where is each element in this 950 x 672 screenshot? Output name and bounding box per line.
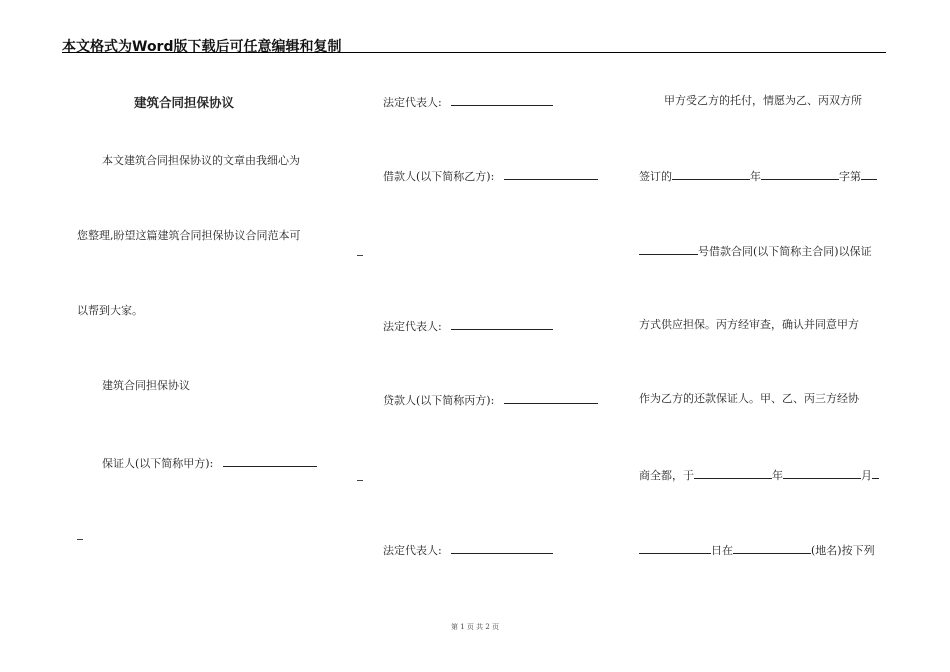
header-divider <box>62 52 886 53</box>
blank-field <box>639 243 698 255</box>
legal-rep-label-3: 法定代表人: <box>383 544 442 557</box>
text-fragment: 号借款合同(以下简称主合同)以保证 <box>698 245 872 258</box>
intro-line-2: 您整理,盼望这篇建筑合同担保协议合同范本可 <box>77 229 301 242</box>
blank-field <box>861 168 877 180</box>
body-line-2 <box>639 168 877 183</box>
lender-blank <box>504 392 598 404</box>
body-line-3 <box>639 243 872 258</box>
text-fragment: 年 <box>750 170 761 183</box>
body-line-4: 方式供应担保。丙方经审查，确认并同意甲方 <box>639 318 859 331</box>
dash-mark <box>77 539 83 540</box>
text-fragment: 年 <box>772 469 783 482</box>
blank-field <box>783 467 861 479</box>
blank-field <box>639 542 711 554</box>
subheading: 建筑合同担保协议 <box>102 379 190 392</box>
text-fragment: (地名)按下列 <box>811 544 875 557</box>
dash-mark <box>357 255 363 256</box>
body-line-6 <box>639 467 879 482</box>
text-fragment: 字第 <box>839 170 861 183</box>
lender-line <box>383 392 598 407</box>
page-number: 第 1 页 共 2 页 <box>450 623 500 631</box>
body-line-1: 甲方受乙方的托付，情愿为乙、丙双方所 <box>664 94 862 107</box>
blank-field <box>733 542 811 554</box>
borrower-blank <box>504 168 598 180</box>
blank-field <box>872 467 879 479</box>
header-title: 本文格式为Word版下载后可任意编辑和复制 <box>62 39 342 55</box>
text-fragment: 日在 <box>711 544 733 557</box>
guarantor-label: 保证人(以下简称甲方): <box>102 457 214 470</box>
legal-rep-line-2 <box>383 318 553 333</box>
blank-field <box>761 168 839 180</box>
legal-rep-line-3 <box>383 542 553 557</box>
body-line-5: 作为乙方的还款保证人。甲、乙、丙三方经协 <box>639 392 859 405</box>
dash-mark <box>357 480 363 481</box>
legal-rep-label-1: 法定代表人: <box>383 96 442 109</box>
body-line-7 <box>639 542 875 557</box>
legal-rep-blank-2 <box>451 318 553 330</box>
blank-field <box>694 467 772 479</box>
legal-rep-blank-1 <box>451 94 553 106</box>
guarantor-blank <box>223 455 317 467</box>
legal-rep-label-2: 法定代表人: <box>383 320 442 333</box>
guarantor-line <box>102 455 317 470</box>
document-title: 建筑合同担保协议 <box>134 95 235 110</box>
text-fragment: 商全都，于 <box>639 469 694 482</box>
text-fragment: 月 <box>861 469 872 482</box>
legal-rep-blank-3 <box>451 542 553 554</box>
intro-line-3: 以帮到大家。 <box>77 304 143 317</box>
borrower-label: 借款人(以下简称乙方): <box>383 170 495 183</box>
lender-label: 贷款人(以下简称丙方): <box>383 394 495 407</box>
intro-line-1: 本文建筑合同担保协议的文章由我细心为 <box>102 154 300 167</box>
borrower-line <box>383 168 598 183</box>
legal-rep-line-1 <box>383 94 553 109</box>
text-fragment: 签订的 <box>639 170 672 183</box>
blank-field <box>672 168 750 180</box>
